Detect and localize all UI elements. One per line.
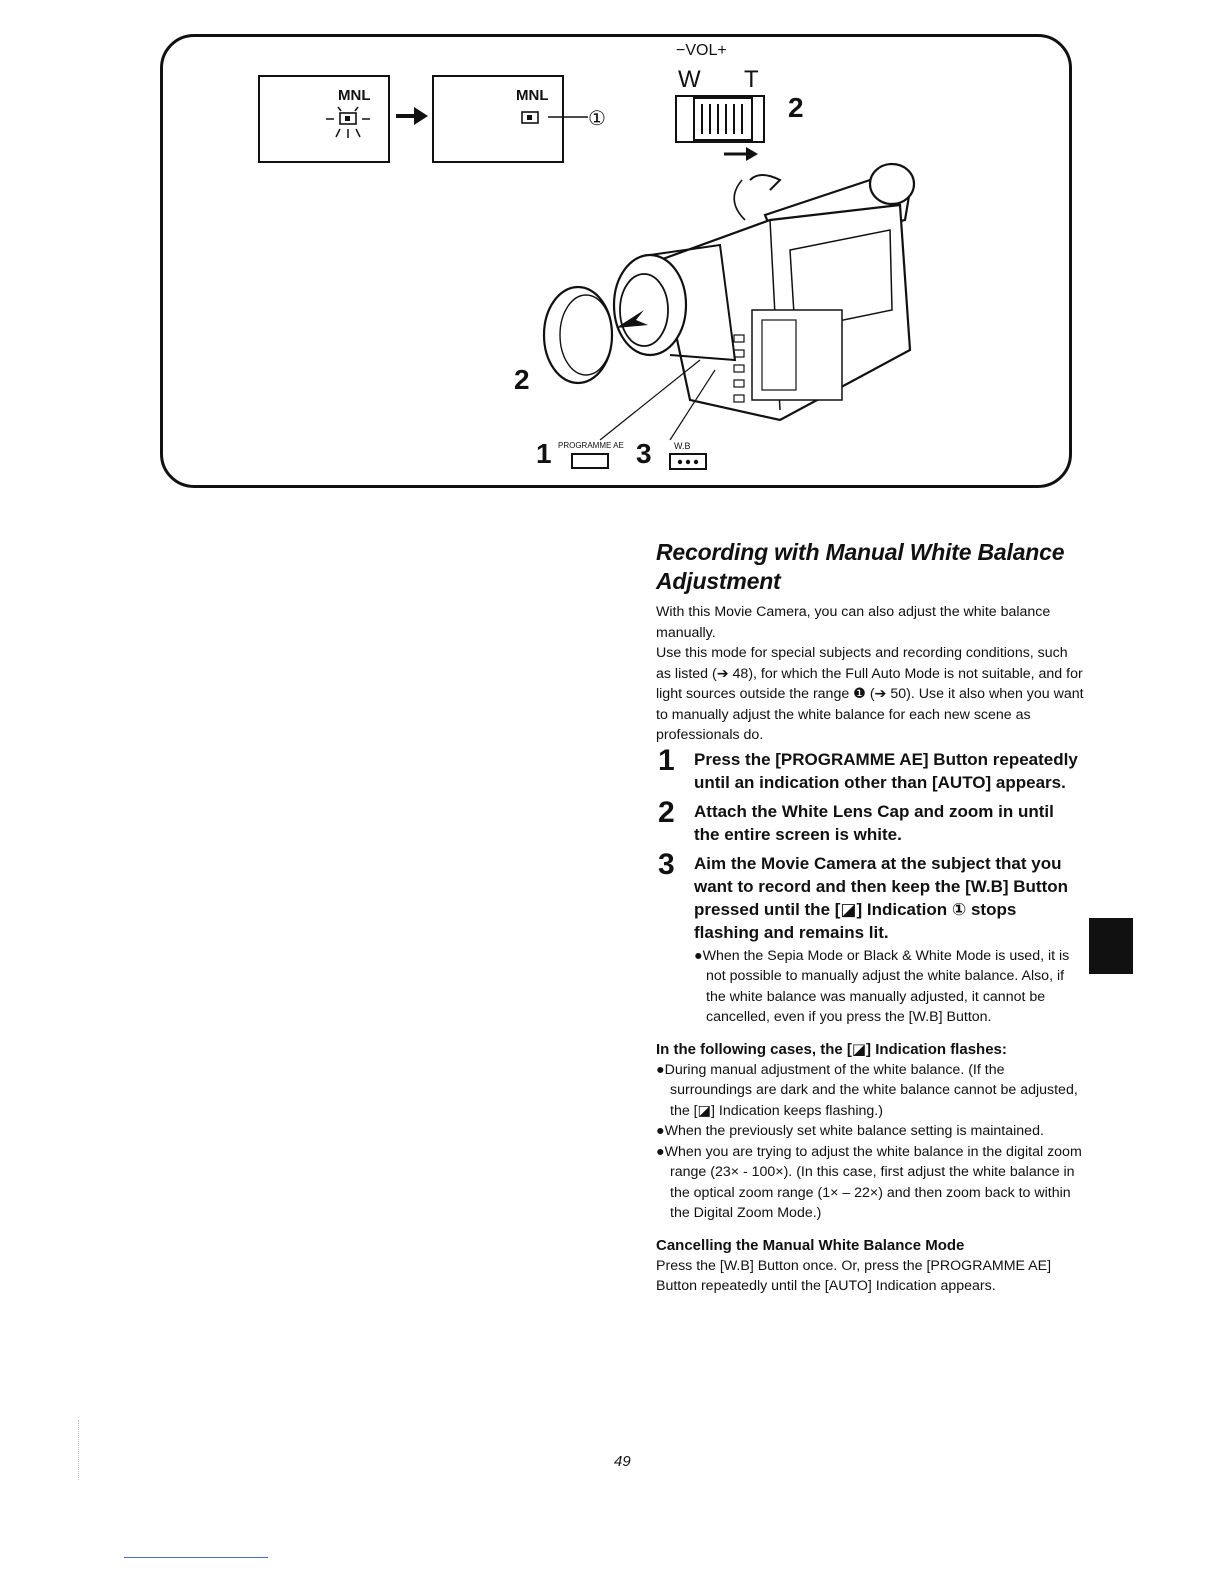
step-number: 1 — [658, 743, 675, 777]
page-number: 49 — [614, 1453, 631, 1470]
step-3 — [656, 847, 1084, 1028]
white-balance-flashing-icon — [320, 105, 376, 145]
main-content — [656, 538, 1084, 1297]
intro-paragraph-1: With this Movie Camera, you can also adjust the white balance manually. — [656, 604, 1051, 641]
lcd2-mnl-text: MNL — [516, 87, 549, 104]
scan-margin-marks — [78, 1420, 81, 1480]
lcd-display-flashing — [258, 75, 390, 163]
flash-case-item: ●When the previously set white balance setting is maintained. — [656, 1123, 1044, 1139]
step-number: 2 — [658, 795, 675, 829]
lcd1-mnl-text: MNL — [338, 87, 371, 104]
section-thumb-tab — [1089, 918, 1133, 974]
step-1 — [656, 743, 1084, 794]
flash-case-item: ●During manual adjustment of the white balance. (If the surroundings are dark and the white balance cannot be adjusted, the [◪] Indication keeps flashing.) — [656, 1061, 1078, 1119]
callout-leader-line — [548, 112, 588, 122]
flash-case-item: ●When you are trying to adjust the white balance in the digital zoom range (23× - 100×). (In this case, first adjust the white balance in the optical zoom range (1× – 22×) and then zoom back to within the Digital Zoom Mode.) — [656, 1143, 1082, 1221]
callout-marker-1: ① — [588, 108, 606, 130]
programme-ae-label: PROGRAMME AE — [558, 441, 624, 450]
step-text: Press the [PROGRAMME AE] Button repeatedly until an indication other than [AUTO] appears. — [694, 749, 1078, 792]
step-text: Aim the Movie Camera at the subject that you want to record and then keep the [W.B] Button pressed until the [◪] Indication ① stops flashing and remains lit. — [694, 853, 1068, 942]
zoom-t-label: T — [744, 66, 759, 93]
white-balance-icon — [516, 109, 546, 129]
zoom-step-label: 2 — [788, 92, 804, 123]
page-title: Recording with Manual White Balance Adjustment — [656, 539, 1065, 594]
zoom-lever-icon — [674, 94, 768, 146]
step-text: Attach the White Lens Cap and zoom in until the entire screen is white. — [694, 801, 1054, 844]
programme-ae-button-icon — [570, 452, 610, 470]
step-3-note: ●When the Sepia Mode or Black & White Mode is used, it is not possible to manually adjust the white balance. Also, if the white balance was manually adjusted, it cannot be cancelled, even if you press the [W.B] Button. — [694, 947, 1070, 1025]
step1-button-number: 1 — [536, 438, 552, 469]
flash-cases-heading: In the following cases, the [◪] Indication flashes: — [656, 1040, 1007, 1058]
step3-button-number: 3 — [636, 438, 652, 469]
lcd-display-lit — [432, 75, 564, 163]
footer-rule — [124, 1557, 268, 1558]
wb-button-icon — [668, 452, 708, 472]
cancel-text: Press the [W.B] Button once. Or, press the [PROGRAMME AE] Button repeatedly until the [AUTO] Indication appears. — [656, 1257, 1052, 1294]
cancel-heading: Cancelling the Manual White Balance Mode — [656, 1236, 965, 1254]
step-2 — [656, 795, 1084, 846]
movie-camera-icon — [520, 160, 940, 460]
zoom-w-label: W — [678, 66, 701, 93]
wb-button-label: W.B — [674, 441, 691, 451]
vol-label: −VOL+ — [676, 42, 727, 59]
step-number: 3 — [658, 847, 675, 881]
intro-paragraph-2: Use this mode for special subjects and recording conditions, such as listed (➔ 48), for which the Full Auto Mode is not suitable, and for light sources outside the range ❶ (➔ 50). Use it also when you want to manually adjust the white balance for each new scene as professionals do. — [656, 645, 1084, 743]
arrow-right-icon — [394, 104, 430, 128]
lens-cap-step-label: 2 — [514, 364, 530, 395]
